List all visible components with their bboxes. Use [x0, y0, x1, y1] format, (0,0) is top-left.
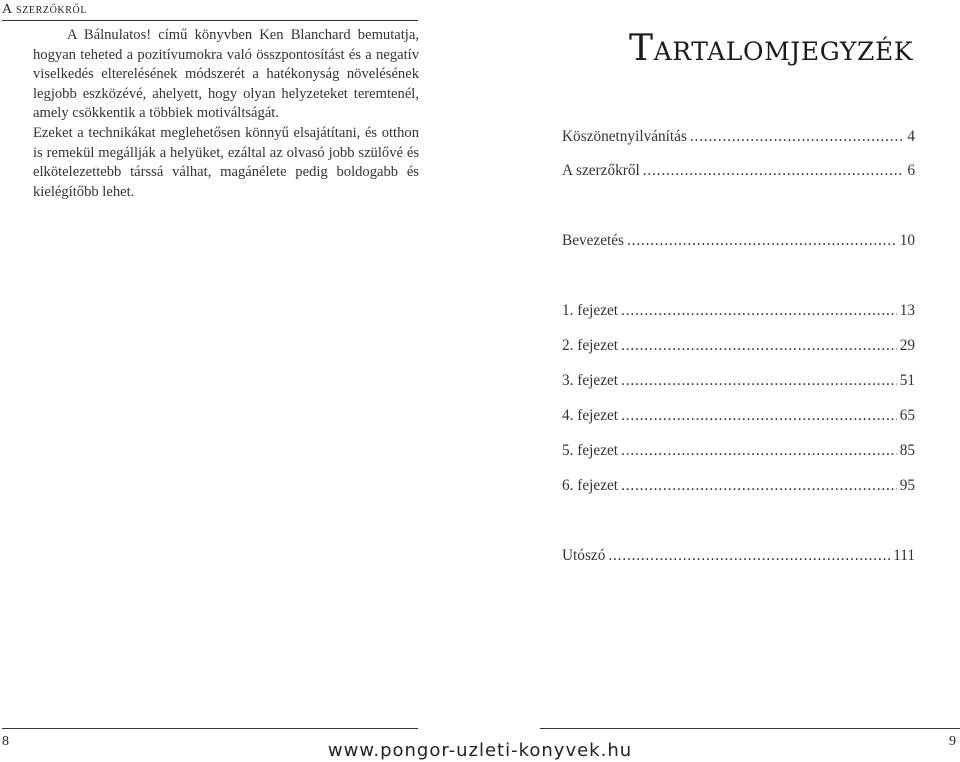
toc-entry-page: 10 [899, 232, 915, 249]
toc-leader-dots [621, 475, 897, 497]
paragraph-2: Ezeket a technikákat meglehetősen könnyű elsajátítani, és otthon is remekül megállják a helyüket, ezáltal az olvasó jobb szülővé és elkötelezettebb társsá válhat, magánélete pedig boldogabb és kielégítőbb lehet. [33, 124, 419, 200]
toc-entry-utoszo[interactable] [562, 545, 918, 567]
toc-entry-page: 65 [899, 407, 915, 424]
toc-leader-dots [621, 440, 897, 462]
toc-entry-page: 95 [899, 477, 915, 494]
page-number-right: 9 [949, 734, 956, 749]
paragraph-1: A Bálnulatos! című könyvben Ken Blanchard bemutatja, hogyan teheted a pozitívumokra való összpontosítást és a negatív viselkedés elterelésének módszerét a hatékonyság növelésének legjobb eszközévé, ahelyett, hogy olyan helyzeteket teremtenél, amely csökkentik a többiek motiváltságát. [33, 27, 419, 122]
toc-entry-label: 4. fejezet [562, 407, 619, 424]
footer-rule-left [2, 728, 418, 729]
toc-entry-page: 13 [899, 302, 915, 319]
toc-entry-label: 1. fejezet [562, 302, 619, 319]
body-text [33, 26, 419, 202]
toc-entry-page: 4 [907, 128, 915, 145]
toc-title: Tartalomjegyzék [629, 28, 914, 69]
toc-entry-a-szerzokrol[interactable] [562, 160, 918, 182]
toc-entry-fejezet-2[interactable] [562, 335, 918, 357]
toc-leader-dots [621, 405, 897, 427]
toc-entry-label: 6. fejezet [562, 477, 619, 494]
toc-entry-label: 3. fejezet [562, 372, 619, 389]
toc-leader-dots [690, 126, 904, 148]
toc-leader-dots [643, 160, 905, 182]
toc-entry-label: 2. fejezet [562, 337, 619, 354]
running-head [2, 0, 418, 21]
toc-entry-fejezet-1[interactable] [562, 300, 918, 322]
toc-entry-fejezet-6[interactable] [562, 475, 918, 497]
running-head-text: A szerzőkről [2, 2, 88, 17]
toc-leader-dots [608, 545, 890, 567]
page-number-left: 8 [2, 734, 9, 749]
toc-entry-koszonetnyilvanitas[interactable] [562, 126, 918, 148]
footer-url[interactable]: www.pongor-uzleti-konyvek.hu [327, 740, 633, 761]
toc-leader-dots [627, 230, 897, 252]
footer-rule-right [540, 728, 960, 729]
toc-leader-dots [621, 370, 897, 392]
toc-leader-dots [621, 300, 897, 322]
toc-leader-dots [621, 335, 897, 357]
toc-entry-label: Köszönetnyilvánítás [562, 128, 687, 145]
toc-entry-page: 111 [893, 547, 915, 564]
toc-entry-page: 29 [899, 337, 915, 354]
toc-entry-fejezet-3[interactable] [562, 370, 918, 392]
toc-entry-label: A szerzőkről [562, 162, 640, 179]
toc-entry-fejezet-4[interactable] [562, 405, 918, 427]
toc-entry-page: 85 [899, 442, 915, 459]
toc-entry-bevezetes[interactable] [562, 230, 918, 252]
toc-entry-label: Utószó [562, 547, 606, 564]
toc-entry-page: 6 [907, 162, 915, 179]
toc-entry-fejezet-5[interactable] [562, 440, 918, 462]
toc-entry-label: Bevezetés [562, 232, 625, 249]
toc-entry-label: 5. fejezet [562, 442, 619, 459]
toc-entry-page: 51 [899, 372, 915, 389]
